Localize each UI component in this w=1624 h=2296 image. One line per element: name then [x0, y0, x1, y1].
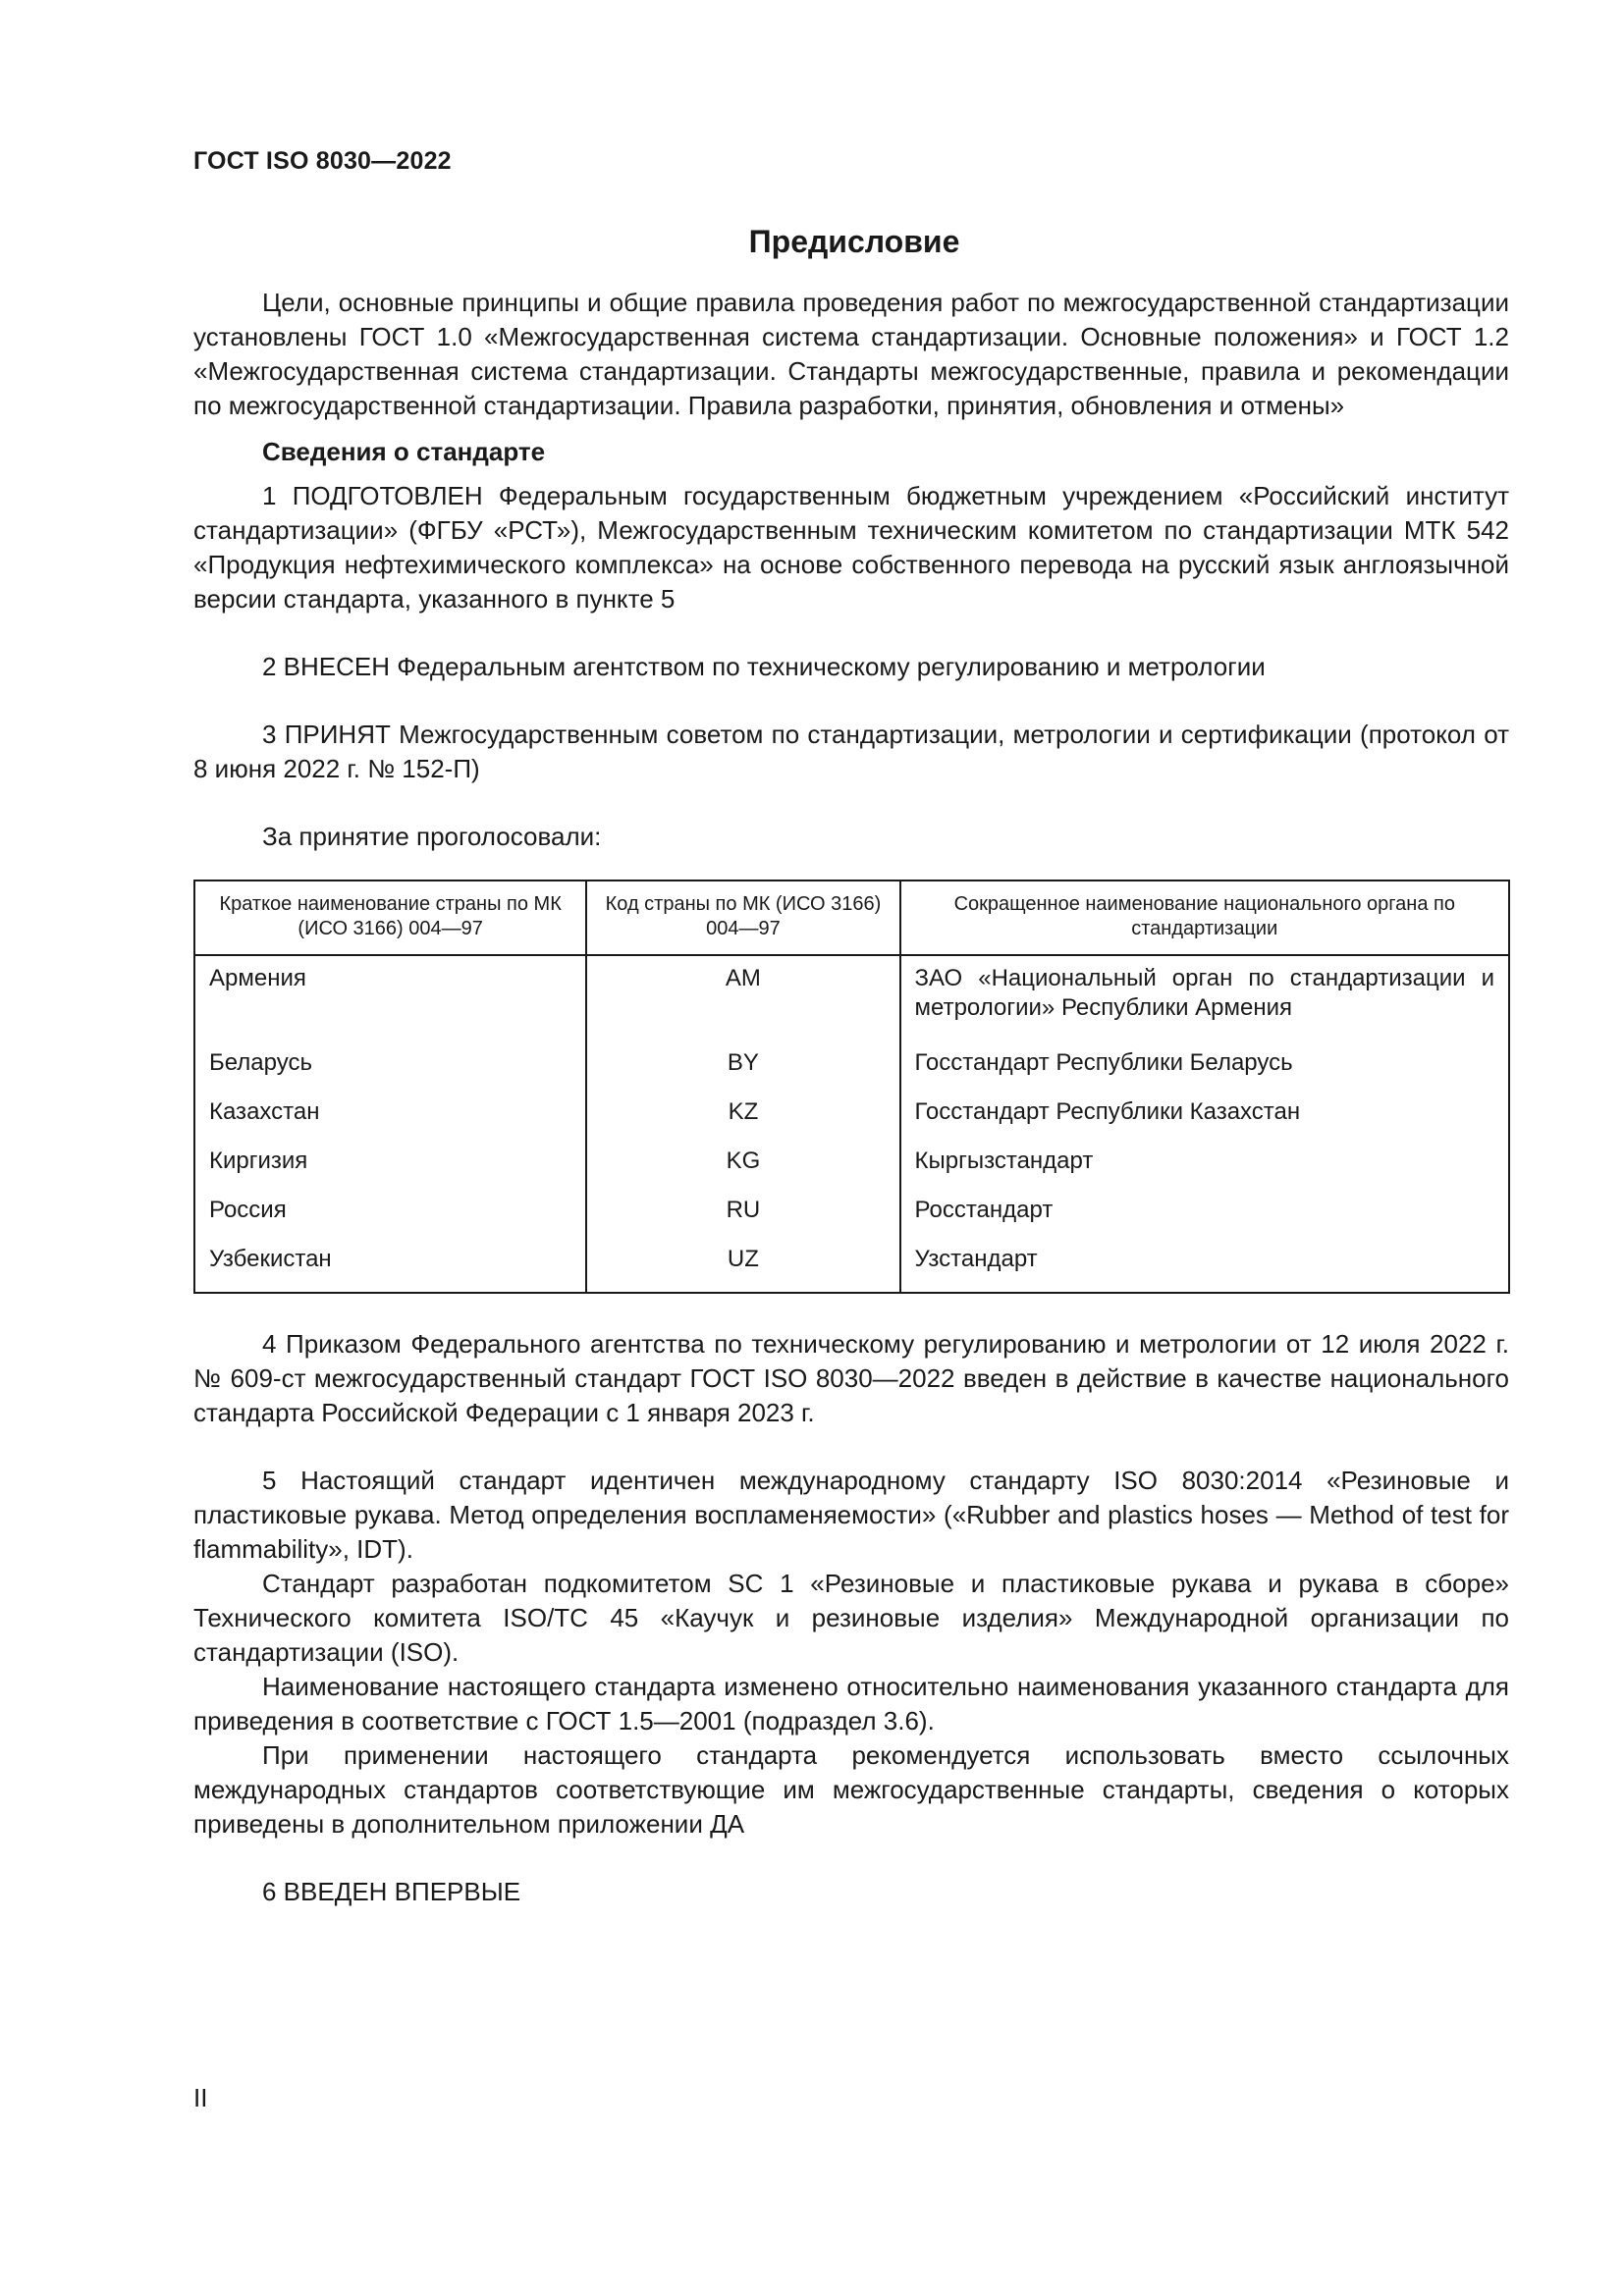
- item-5-paragraph: 5 Настоящий стандарт идентичен международному стандарту ISO 8030:2014 «Резиновые и пластиковые рукава. Метод определения воспламеняемости» («Rubber and plastics hoses — Method of test for flammability», IDT).: [193, 1466, 1509, 1564]
- table-row: [194, 1143, 1509, 1192]
- table-row: [194, 1094, 1509, 1143]
- item-5-references-paragraph: При применении настоящего стандарта рекомендуется использовать вместо ссылочных международных стандартов соответствующие им межгосударственные стандарты, сведения о которых приведены в дополнительном приложении ДА: [193, 1740, 1509, 1839]
- table-cell-code: BY: [586, 1044, 899, 1094]
- table-cell-org: ЗАО «Национальный орган по стандартизации и метрологии» Республики Армения: [900, 955, 1509, 1044]
- table-header-code: Код страны по МК (ИСО 3166) 004—97: [586, 881, 899, 955]
- table-row: [194, 1241, 1509, 1293]
- item-6-paragraph: 6 ВВЕДЕН ВПЕРВЫЕ: [262, 1877, 521, 1906]
- table-cell-org: Росстандарт: [900, 1192, 1509, 1241]
- table-cell-org: Госстандарт Республики Беларусь: [900, 1044, 1509, 1094]
- table-header-org: Сокращенное наименование национального органа по стандартизации: [900, 881, 1509, 955]
- vote-paragraph: За принятие проголосовали:: [262, 822, 602, 851]
- item-2-paragraph: 2 ВНЕСЕН Федеральным агентством по техническому регулированию и метрологии: [262, 652, 1266, 681]
- table-cell-code: AM: [586, 955, 899, 1044]
- page-number: II: [193, 2083, 208, 2112]
- table-cell-org: Кыргызстандарт: [900, 1143, 1509, 1192]
- table-cell-country: Казахстан: [194, 1094, 586, 1143]
- table-cell-country: Россия: [194, 1192, 586, 1241]
- item-3-paragraph: 3 ПРИНЯТ Межгосударственным советом по стандартизации, метрологии и сертификации (протокол от 8 июня 2022 г. № 152-П): [193, 720, 1509, 783]
- table-row: [194, 955, 1509, 1044]
- section-title: Предисловие: [748, 224, 960, 259]
- subheading: Сведения о стандарте: [262, 437, 546, 466]
- table-cell-org: Узстандарт: [900, 1241, 1509, 1293]
- table-cell-code: KG: [586, 1143, 899, 1192]
- item-1-paragraph: 1 ПОДГОТОВЛЕН Федеральным государственным бюджетным учреждением «Российский институт стандартизации» (ФГБУ «РСТ»), Межгосударственным техническим комитетом по стандартизации МТК 542 «Продукция нефтехимического комплекса» на основе собственного перевода на русский язык англоязычной версии стандарта, указанного в пункте 5: [193, 481, 1509, 614]
- table-row: [194, 1192, 1509, 1241]
- table-cell-country: Узбекистан: [194, 1241, 586, 1293]
- table-cell-code: KZ: [586, 1094, 899, 1143]
- table-row: [194, 1044, 1509, 1094]
- table-cell-country: Армения: [194, 955, 586, 1044]
- table-cell-code: RU: [586, 1192, 899, 1241]
- preface-content: [193, 286, 1509, 1909]
- table-cell-country: Киргизия: [194, 1143, 586, 1192]
- table-cell-country: Беларусь: [194, 1044, 586, 1094]
- table-cell-code: UZ: [586, 1241, 899, 1293]
- item-5-development-paragraph: Стандарт разработан подкомитетом SC 1 «Резиновые и пластиковые рукава и рукава в сборе» Технического комитета ISO/TC 45 «Каучук и резиновые изделия» Международной организации по стандартизации (ISO).: [193, 1569, 1509, 1667]
- member-states-table: [193, 880, 1510, 1294]
- item-5-title-change-paragraph: Наименование настоящего стандарта изменено относительно наименования указанного стандарта для приведения в соответствие с ГОСТ 1.5—2001 (подраздел 3.6).: [193, 1672, 1509, 1735]
- item-4-paragraph: 4 Приказом Федерального агентства по техническому регулированию и метрологии от 12 июля 2022 г. № 609-ст межгосударственный стандарт ГОСТ ISO 8030—2022 введен в действие в качестве национального стандарта Российской Федерации с 1 января 2023 г.: [193, 1329, 1509, 1427]
- document-code-header: ГОСТ ISO 8030—2022: [193, 147, 452, 175]
- table-header-country: Краткое наименование страны по МК (ИСО 3166) 004—97: [194, 881, 586, 955]
- table-header-row: [194, 881, 1509, 955]
- table-cell-org: Госстандарт Республики Казахстан: [900, 1094, 1509, 1143]
- intro-paragraph: Цели, основные принципы и общие правила проведения работ по межгосударственной стандартизации установлены ГОСТ 1.0 «Межгосударственная система стандартизации. Основные положения» и ГОСТ 1.2 «Межгосударственная система стандартизации. Стандарты межгосударственные, правила и рекомендации по межгосударственной стандартизации. Правила разработки, принятия, обновления и отмены»: [193, 288, 1509, 420]
